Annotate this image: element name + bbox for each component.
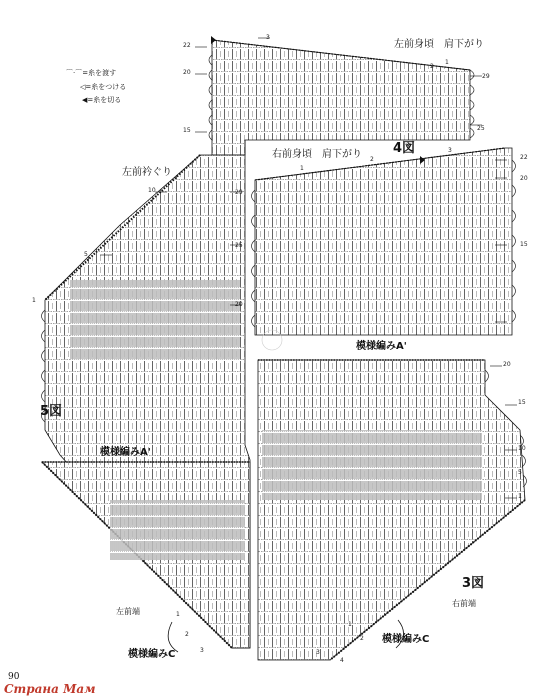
row-num: 22	[183, 42, 191, 49]
row-num: 20	[183, 69, 191, 76]
right-front-dense-band	[262, 430, 482, 500]
row-num: 1	[300, 165, 304, 172]
site-watermark: Страна Мам	[4, 682, 96, 696]
row-num: 10	[518, 445, 526, 452]
label-right-front-edge: 右前端	[452, 599, 476, 608]
row-num: 3	[316, 649, 320, 656]
right-shoulder-body	[255, 148, 512, 335]
row-num: 15	[518, 399, 526, 406]
row-num: 20	[235, 301, 243, 308]
label-left-front-edge: 左前端	[116, 607, 140, 616]
legend-item-skip	[66, 70, 116, 77]
row-num: 20	[520, 175, 528, 182]
row-num: 10	[148, 187, 156, 194]
legend-skip-text: =糸を渡す	[82, 69, 117, 77]
left-shoulder-piece	[209, 40, 474, 155]
label-fig3: 3図	[462, 576, 485, 591]
row-num: 22	[520, 154, 528, 161]
right-shoulder-piece	[252, 148, 516, 335]
row-num: 1	[32, 297, 36, 304]
legend-attach-text: =糸をつける	[85, 83, 127, 91]
page-number: 90	[8, 672, 20, 682]
row-num: 1	[348, 621, 352, 628]
label-fig5: 5図	[40, 404, 63, 419]
label-left-front-shoulder: 左前身頃 肩下がり	[394, 39, 484, 50]
legend-cut-icon: ◀	[82, 96, 88, 104]
left-bottom-dense-band	[110, 500, 245, 560]
row-num: 1	[176, 611, 180, 618]
legend-item-cut	[82, 97, 121, 104]
row-num: 29	[482, 73, 490, 80]
row-num: 2	[370, 156, 374, 163]
label-pattern-a-lower: 模様編みA'	[100, 447, 151, 458]
row-num: 3	[266, 34, 270, 41]
row-num: 4	[340, 657, 344, 664]
legend-attach-icon: ◁	[80, 83, 86, 91]
row-num: 25	[477, 125, 485, 132]
row-num: 5	[518, 469, 522, 476]
label-pattern-c-right: 模様編みC	[382, 634, 430, 645]
left-shoulder-body	[212, 40, 470, 155]
row-num: 1	[518, 493, 522, 500]
label-fig4: 4図	[393, 141, 416, 156]
label-right-front-shoulder: 右前身頃 肩下がり	[272, 149, 362, 160]
row-num: 15	[183, 127, 191, 134]
label-pattern-c-left: 模様編みC	[128, 649, 176, 660]
left-front-piece	[42, 140, 251, 648]
right-front-piece	[258, 360, 527, 660]
row-num: 15	[520, 241, 528, 248]
row-num: 3	[448, 147, 452, 154]
row-num: 5	[84, 251, 88, 258]
legend-cut-text: =糸を切る	[87, 96, 122, 104]
label-pattern-a-upper: 模様編みA'	[356, 341, 407, 352]
row-num: 2	[185, 631, 189, 638]
row-num: 3	[200, 647, 204, 654]
pattern-c-left-bracket	[168, 622, 178, 652]
legend-skip-icon: ⌒·⌒	[66, 69, 83, 77]
row-num: 20	[503, 361, 511, 368]
row-num: 2	[360, 635, 364, 642]
left-front-dense-band	[70, 280, 240, 360]
row-num: 2	[430, 63, 434, 70]
row-num: 1	[445, 59, 449, 66]
row-num: 29	[235, 189, 243, 196]
row-num: 25	[235, 242, 243, 249]
label-left-neckline: 左前衿ぐり	[122, 167, 172, 178]
legend-item-attach	[80, 84, 126, 91]
right-front-body	[258, 360, 525, 660]
